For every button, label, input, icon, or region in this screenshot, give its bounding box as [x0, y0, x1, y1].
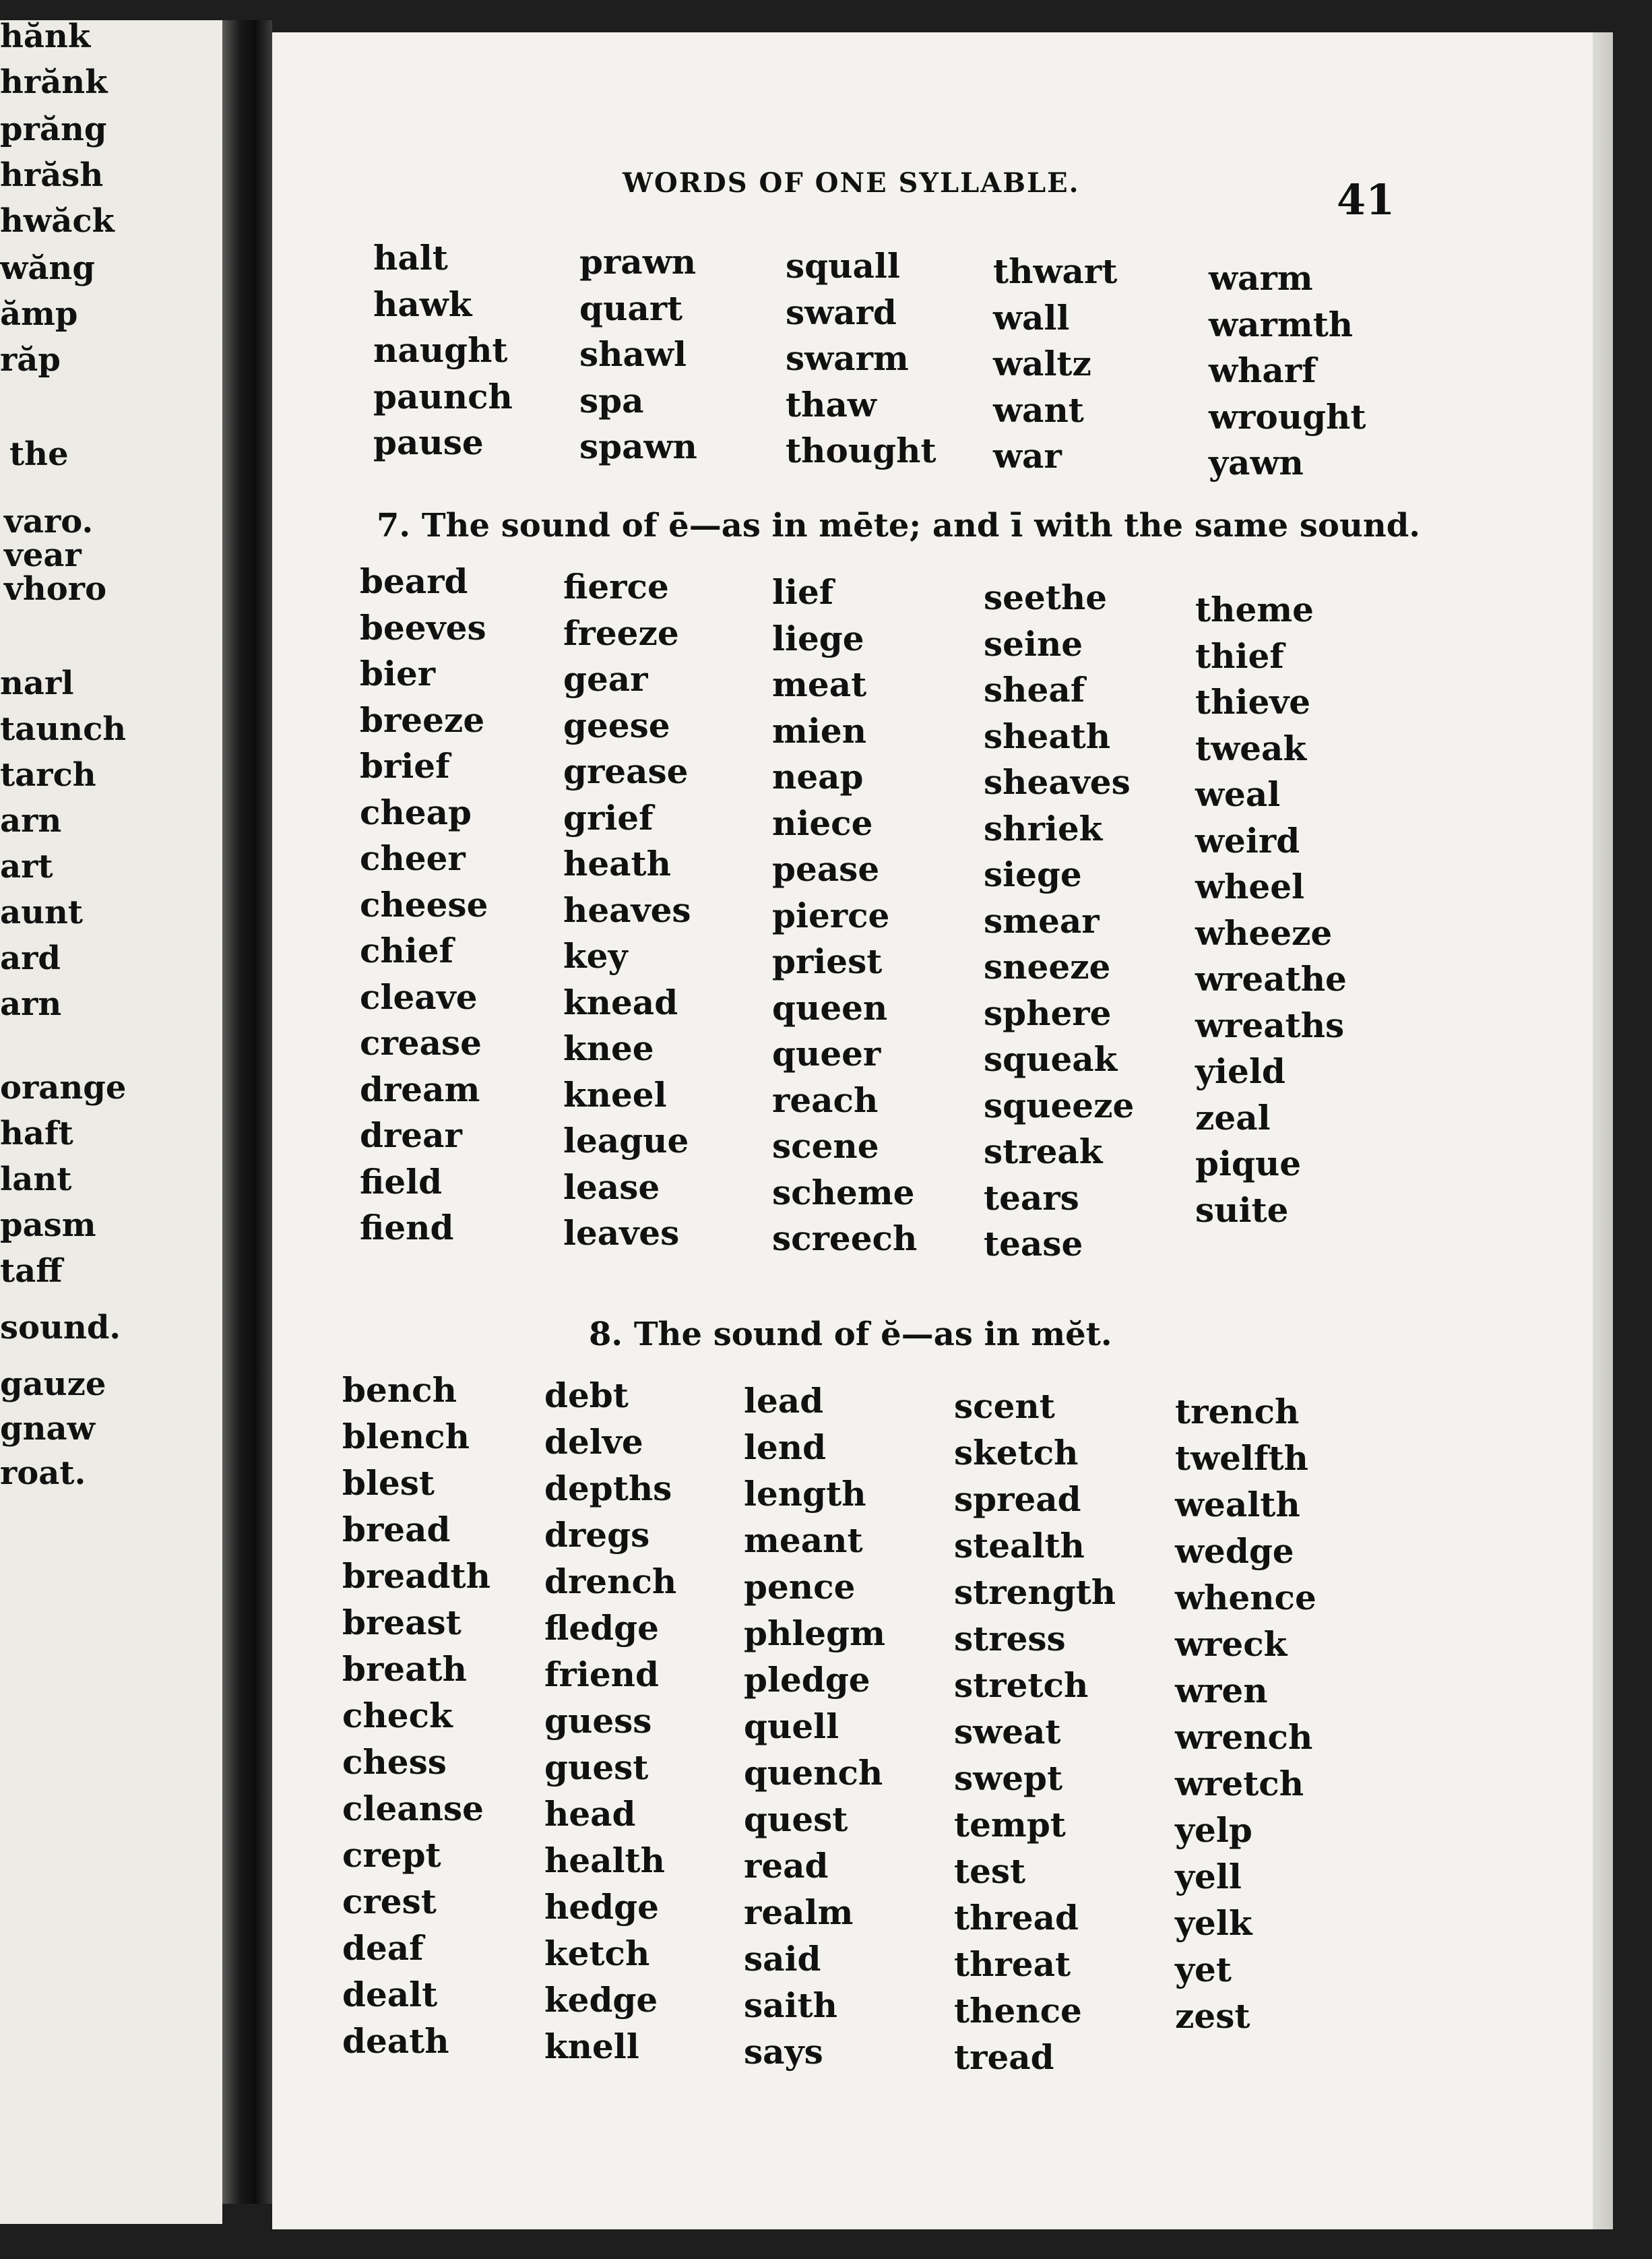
word: trench [1175, 1392, 1300, 1431]
left-page-word: wăng [0, 249, 95, 287]
word: debt [544, 1375, 629, 1415]
word: crease [360, 1023, 482, 1063]
word: breast [342, 1603, 462, 1642]
left-page-word: gauze [0, 1365, 106, 1403]
word: liege [772, 618, 864, 658]
word: thaw [786, 384, 877, 425]
word: blest [342, 1463, 435, 1503]
word: twelfth [1175, 1438, 1308, 1478]
word: guess [544, 1701, 652, 1741]
left-page-word: pasm [0, 1206, 96, 1244]
word: geese [563, 705, 670, 745]
word: stress [954, 1619, 1066, 1659]
word: lend [744, 1427, 827, 1467]
section-8-heading: 8. The sound of ĕ—as in mĕt. [589, 1316, 1112, 1353]
word: pause [373, 423, 484, 462]
word: wren [1175, 1671, 1268, 1710]
left-page-word: the [9, 435, 69, 473]
word: freeze [563, 613, 679, 653]
word: cheer [360, 838, 466, 878]
page-number: 41 [1337, 175, 1395, 224]
word: pledge [744, 1660, 870, 1700]
word: wrought [1209, 396, 1366, 437]
word: read [744, 1846, 829, 1886]
word: drench [544, 1561, 677, 1601]
word: spa [579, 380, 644, 421]
left-facing-page [0, 20, 222, 2224]
word: league [563, 1121, 689, 1161]
word: screech [772, 1218, 918, 1258]
word: yelk [1175, 1903, 1252, 1943]
word: hedge [544, 1887, 659, 1927]
word: wrench [1175, 1717, 1313, 1757]
word: wall [993, 297, 1070, 338]
running-head: WORDS OF ONE SYLLABLE. [623, 167, 1080, 199]
word: pease [772, 849, 880, 889]
word: heath [563, 844, 672, 884]
word: breadth [342, 1556, 490, 1596]
word: thieve [1195, 682, 1311, 722]
word: check [342, 1696, 453, 1735]
word: wreck [1175, 1624, 1288, 1664]
word: thought [786, 431, 936, 470]
left-page-word: taff [0, 1252, 63, 1290]
word: naught [373, 330, 508, 370]
word: length [744, 1474, 866, 1514]
word: wretch [1175, 1764, 1304, 1803]
word: waltz [993, 344, 1091, 383]
left-page-word: roat. [0, 1454, 86, 1492]
word: streak [984, 1132, 1103, 1171]
word: zeal [1195, 1097, 1271, 1138]
left-page-word: taunch [0, 710, 127, 748]
word: delve [544, 1422, 643, 1462]
word: priest [772, 941, 883, 981]
word: depths [544, 1468, 672, 1508]
word: weird [1195, 820, 1300, 861]
word: squeeze [984, 1085, 1135, 1125]
word: wreathe [1195, 959, 1347, 999]
word: bread [342, 1510, 451, 1549]
section-7-heading: 7. The sound of ē—as in mēte; and ī with the same sound. [377, 507, 1421, 545]
word: prawn [579, 242, 697, 282]
left-page-word: aunt [0, 894, 84, 931]
word: scene [772, 1126, 879, 1166]
word: kedge [544, 1980, 658, 2020]
word: bier [360, 654, 436, 693]
word: shawl [579, 334, 687, 374]
word: cheese [360, 884, 488, 925]
word: reach [772, 1080, 879, 1120]
word: thwart [993, 251, 1118, 291]
word: dream [360, 1069, 480, 1109]
word: meant [744, 1520, 863, 1560]
word: siege [984, 855, 1082, 894]
word: thief [1195, 636, 1284, 676]
word: key [563, 936, 628, 976]
word: shriek [984, 808, 1103, 848]
word: grief [563, 797, 654, 838]
word: ketch [544, 1933, 650, 1973]
word: weal [1195, 774, 1281, 814]
word: knee [563, 1028, 654, 1068]
word: breath [342, 1649, 467, 1689]
word: squeak [984, 1039, 1118, 1079]
word: quest [744, 1799, 848, 1839]
word: drear [360, 1115, 462, 1155]
word: wealth [1175, 1485, 1300, 1524]
word: deaf [342, 1928, 424, 1968]
word: zest [1175, 1996, 1250, 2036]
left-page-word: arn [0, 802, 62, 840]
word: beard [360, 561, 468, 601]
word: thread [954, 1898, 1079, 1938]
word: saith [744, 1985, 837, 2025]
left-page-word: vhoro [4, 570, 107, 608]
word: stretch [954, 1665, 1089, 1705]
word: bench [342, 1370, 457, 1410]
left-page-word: gnaw [0, 1410, 95, 1448]
word: breeze [360, 700, 485, 740]
left-page-word: arn [0, 985, 62, 1023]
word: yelp [1175, 1810, 1252, 1850]
word: dregs [544, 1515, 650, 1555]
word: fiend [360, 1208, 454, 1247]
word: pique [1195, 1144, 1302, 1183]
word: whence [1175, 1578, 1316, 1617]
word: tempt [954, 1805, 1066, 1845]
word: threat [954, 1944, 1071, 1984]
word: cheap [360, 792, 472, 832]
word: wheel [1195, 867, 1305, 906]
word: warmth [1209, 304, 1354, 344]
left-page-word: ămp [0, 295, 78, 333]
word: head [544, 1794, 636, 1834]
word: blench [342, 1417, 470, 1456]
left-page-word: varo. [4, 503, 94, 540]
left-page-word: hrănk [0, 63, 108, 101]
left-page-word: vear [4, 536, 82, 574]
word: sheaves [984, 762, 1131, 802]
word: test [954, 1851, 1026, 1891]
word: sketch [954, 1433, 1079, 1473]
word: yell [1175, 1857, 1242, 1896]
book-page [272, 32, 1613, 2229]
left-page-word: sound. [0, 1309, 121, 1347]
word: queer [772, 1034, 881, 1074]
word: tread [954, 2037, 1054, 2077]
word: fledge [544, 1608, 659, 1648]
word: swept [954, 1758, 1063, 1798]
page-edge [1593, 32, 1613, 2229]
word: paunch [373, 376, 513, 416]
word: crest [342, 1882, 437, 1921]
left-page-word: hrăsh [0, 156, 104, 194]
word: warm [1209, 258, 1313, 298]
word: war [993, 436, 1062, 476]
left-page-word: tarch [0, 756, 96, 794]
word: want [993, 390, 1084, 430]
word: yawn [1209, 443, 1304, 483]
word: smear [984, 900, 1100, 941]
left-page-word: hwăck [0, 202, 115, 240]
left-page-word: lant [0, 1161, 72, 1198]
word: hawk [373, 284, 472, 324]
word: leaves [563, 1213, 680, 1253]
word: sheaf [984, 670, 1085, 710]
left-page-word: hănk [0, 20, 91, 55]
word: phlegm [744, 1613, 885, 1653]
word: gear [563, 659, 648, 699]
word: fierce [563, 567, 669, 607]
word: brief [360, 746, 450, 786]
word: quart [579, 288, 683, 328]
word: yet [1175, 1950, 1232, 1989]
word: beeves [360, 607, 486, 648]
word: suite [1195, 1189, 1289, 1230]
word: pence [744, 1567, 856, 1607]
word: meat [772, 664, 867, 704]
word: kneel [563, 1074, 667, 1115]
word: lief [772, 572, 834, 612]
word: knell [544, 2026, 639, 2066]
word: friend [544, 1654, 659, 1694]
left-page-word: art [0, 848, 53, 886]
word: lead [744, 1381, 824, 1421]
left-page-word: răp [0, 341, 61, 379]
word: chief [360, 931, 454, 970]
word: cleanse [342, 1789, 484, 1828]
word: scent [954, 1386, 1055, 1426]
word: theme [1195, 590, 1314, 629]
left-page-word: haft [0, 1115, 73, 1152]
word: lease [563, 1167, 660, 1207]
word: sward [786, 292, 897, 332]
word: halt [373, 238, 448, 278]
book-gutter [222, 20, 272, 2204]
word: field [360, 1161, 443, 1202]
word: wheeze [1195, 912, 1333, 953]
word: death [342, 2021, 449, 2061]
word: quench [744, 1753, 883, 1793]
word: quell [744, 1706, 839, 1746]
word: sweat [954, 1712, 1061, 1752]
word: stealth [954, 1526, 1085, 1566]
word: spread [954, 1479, 1081, 1519]
left-page-word: ard [0, 939, 61, 977]
word: yield [1195, 1051, 1285, 1091]
word: swarm [786, 338, 909, 378]
word: scheme [772, 1172, 915, 1212]
word: thence [954, 1991, 1082, 2031]
word: seethe [984, 578, 1108, 617]
word: spawn [579, 427, 697, 466]
word: said [744, 1939, 821, 1979]
word: niece [772, 803, 873, 843]
word: seine [984, 623, 1083, 664]
left-page-word: orange [0, 1069, 127, 1107]
word: says [744, 2032, 823, 2072]
word: crept [342, 1835, 441, 1875]
word: neap [772, 757, 864, 797]
word: queen [772, 987, 888, 1028]
word: squall [786, 246, 900, 286]
left-page-word: narl [0, 664, 74, 702]
word: knead [563, 982, 678, 1022]
word: wedge [1175, 1531, 1294, 1571]
word: pierce [772, 895, 890, 935]
word: realm [744, 1892, 854, 1932]
word: sheath [984, 716, 1111, 756]
word: grease [563, 751, 689, 791]
word: chess [342, 1742, 447, 1782]
word: health [544, 1840, 666, 1880]
word: tears [984, 1177, 1079, 1218]
word: guest [544, 1747, 649, 1787]
word: wharf [1209, 350, 1316, 390]
word: dealt [342, 1975, 438, 2014]
left-page-word: prăng [0, 111, 107, 148]
word: tweak [1195, 728, 1306, 768]
word: mien [772, 710, 867, 751]
word: cleave [360, 977, 478, 1017]
word: sneeze [984, 947, 1111, 987]
word: heaves [563, 890, 691, 930]
word: sphere [984, 993, 1112, 1033]
word: strength [954, 1572, 1116, 1612]
word: tease [984, 1224, 1083, 1264]
word: wreaths [1195, 1005, 1345, 1045]
